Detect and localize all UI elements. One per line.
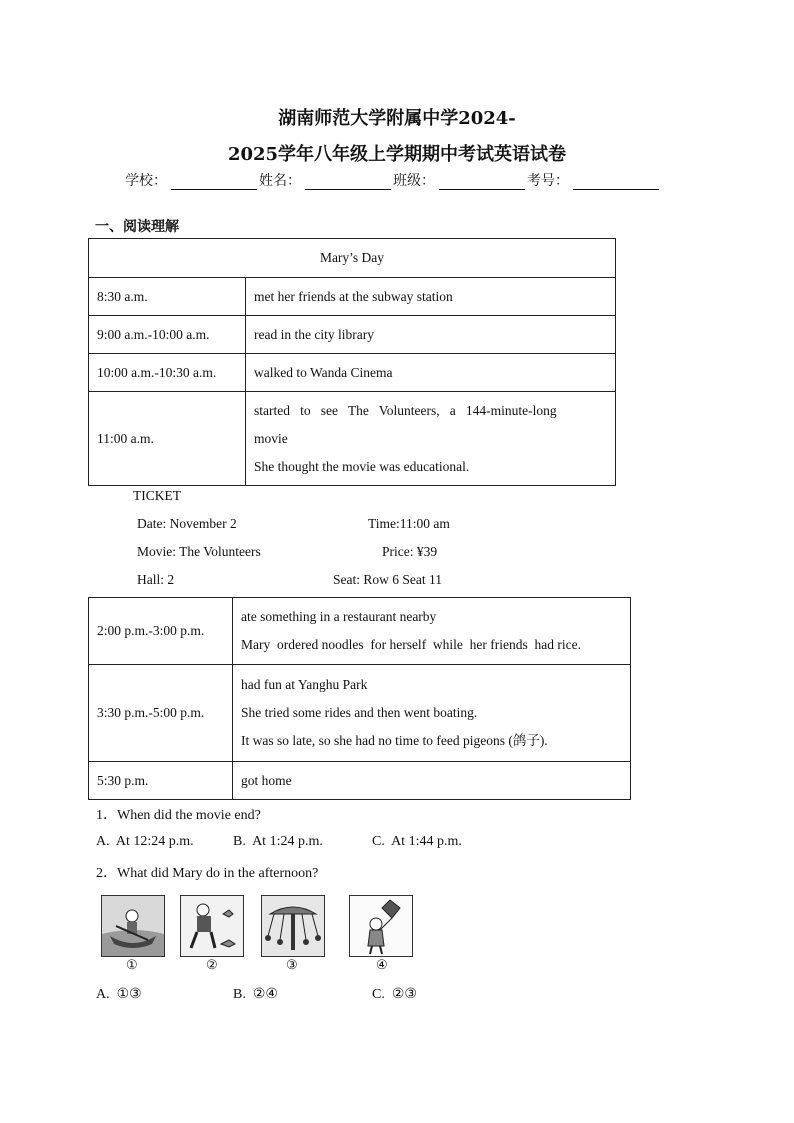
ticket-hall: Hall: 2: [137, 572, 175, 587]
class-blank[interactable]: [439, 175, 525, 190]
ticket-movie: Movie: The Volunteers: [137, 544, 261, 559]
ticket-date: Date: November 2: [137, 516, 237, 531]
activity-line: read in the city library: [254, 326, 374, 342]
activity-line: started to see The Volunteers, a 144-minute-long: [254, 402, 557, 418]
time-cell: 9:00 a.m.-10:00 a.m.: [89, 316, 246, 354]
question-2: [96, 862, 318, 882]
activity-line: movie: [254, 430, 288, 446]
school-label: 学校：: [125, 173, 167, 189]
question-number: 1．: [96, 808, 117, 823]
class-label: 班级：: [393, 173, 435, 189]
time-cell: 11:00 a.m.: [89, 392, 246, 486]
time-cell: 2:00 p.m.-3:00 p.m.: [89, 598, 233, 665]
picture-caption: ②: [206, 958, 218, 973]
activity-line: walked to Wanda Cinema: [254, 364, 393, 380]
ticket-time: Time:11:00 am: [368, 516, 450, 531]
boating-picture: [101, 895, 165, 957]
ticket-heading: TICKET: [133, 488, 181, 503]
time-cell: 10:00 a.m.-10:30 a.m.: [89, 354, 246, 392]
q1-option-b[interactable]: B. At 1:24 p.m.: [233, 834, 323, 849]
activity-cell: [246, 392, 616, 486]
page-title-line2: 2025学年八年级上学期期中考试英语试卷: [227, 144, 567, 165]
activity-cell: [246, 354, 616, 392]
activity-line: ate something in a restaurant nearby: [241, 609, 437, 624]
q2-option-a[interactable]: A. ①③: [96, 987, 142, 1002]
activity-line: It was so late, so she had no time to feed pigeons (鸽子).: [241, 733, 548, 748]
time-cell: 8:30 a.m.: [89, 278, 246, 316]
table-title: Mary’s Day: [89, 239, 616, 278]
activity-line: met her friends at the subway station: [254, 288, 453, 304]
ride-picture: [261, 895, 325, 957]
feeding-pigeons-picture: [180, 895, 244, 957]
exam-number-blank[interactable]: [573, 175, 659, 190]
name-blank[interactable]: [305, 175, 391, 190]
question-1: [96, 804, 261, 824]
activity-line: She tried some rides and then went boating.: [241, 705, 478, 720]
activity-cell: [233, 598, 631, 665]
activity-cell: [233, 665, 631, 762]
q2-option-b[interactable]: B. ②④: [233, 987, 278, 1002]
q2-option-c[interactable]: C. ②③: [372, 987, 417, 1002]
activity-cell: [233, 762, 631, 800]
time-cell: 5:30 p.m.: [89, 762, 233, 800]
question-text: What did Mary do in the afternoon?: [117, 866, 319, 881]
activity-line: got home: [241, 772, 292, 788]
activity-cell: [246, 278, 616, 316]
picture-caption: ④: [376, 958, 388, 973]
school-blank[interactable]: [171, 175, 257, 190]
ticket-price: Price: ¥39: [382, 544, 438, 559]
ticket-seat: Seat: Row 6 Seat 11: [333, 572, 442, 587]
activity-line: had fun at Yanghu Park: [241, 677, 368, 692]
picture-caption: ③: [286, 958, 298, 973]
kite-flying-picture: [349, 895, 413, 957]
name-label: 姓名：: [259, 173, 301, 189]
question-text: When did the movie end?: [117, 808, 261, 823]
question-number: 2．: [96, 866, 117, 881]
time-cell: 3:30 p.m.-5:00 p.m.: [89, 665, 233, 762]
activity-cell: [246, 316, 616, 354]
q1-option-c[interactable]: C. At 1:44 p.m.: [372, 834, 462, 849]
exam-number-label: 考号：: [527, 173, 569, 189]
q1-option-a[interactable]: A. At 12:24 p.m.: [96, 834, 194, 849]
activity-line: She thought the movie was educational.: [254, 458, 470, 474]
section-heading: 一、阅读理解: [95, 219, 179, 235]
schedule-table-morning: [88, 238, 616, 486]
schedule-table-afternoon: [88, 597, 631, 800]
student-info-line: [125, 170, 661, 190]
activity-line: Mary ordered noodles for herself while her friends had rice.: [241, 637, 581, 652]
picture-caption: ①: [126, 958, 138, 973]
page-title-line1: 湖南师范大学附属中学2024-: [278, 108, 516, 129]
